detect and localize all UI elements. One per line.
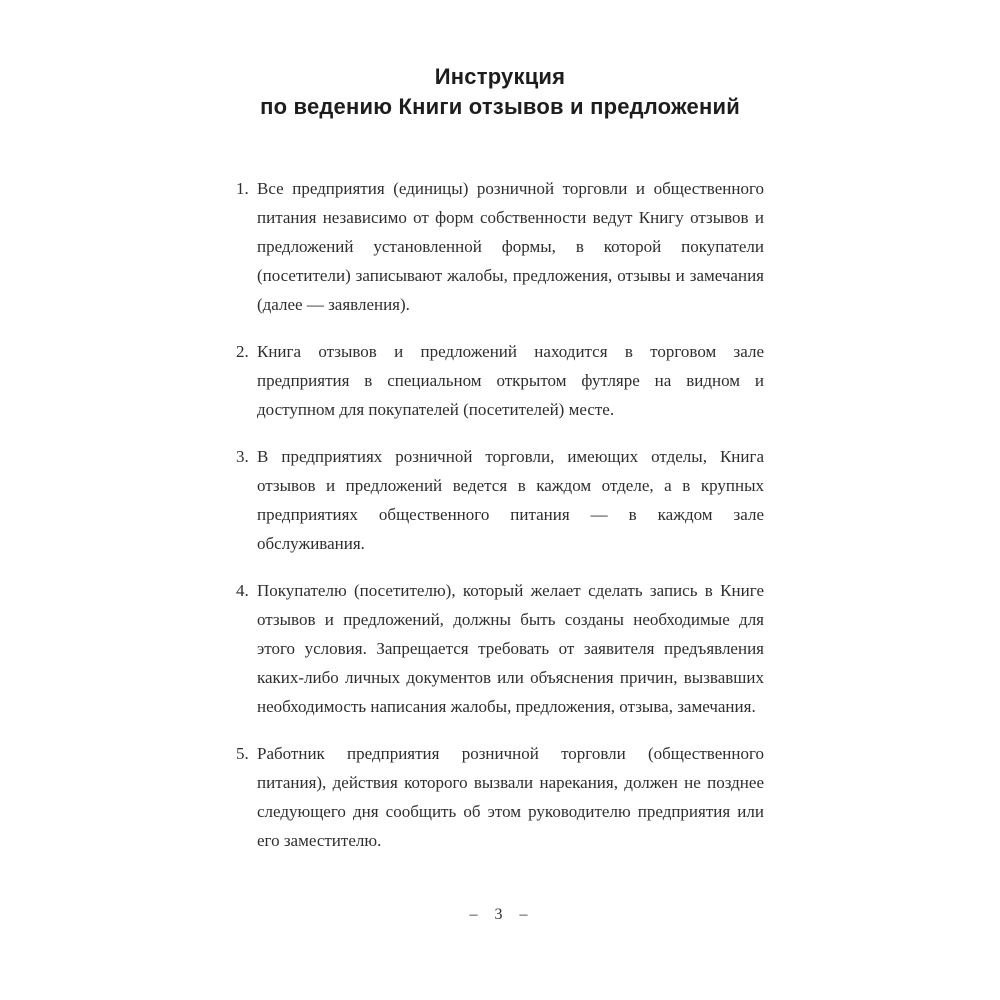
item-number: 1. (236, 179, 249, 198)
list-item (236, 576, 764, 721)
item-text: Работник предприятия розничной торговли (общественного питания), действия которого вызвали нарекания, должен не позднее следующего дня сообщить об этом руководителю предприятия или его заместителю. (257, 744, 764, 850)
item-text: Покупателю (посетителю), который желает сделать запись в Книге отзывов и предложений, должны быть созданы необходимые для этого условия. Запрещается требовать от заявителя предъявления каких-либо личных документов или объяснения причин, вызвавших необходимость написания жалобы, предложения, отзыва, замечания. (257, 581, 764, 716)
item-number: 2. (236, 342, 249, 361)
list-item (236, 174, 764, 319)
instruction-list (236, 174, 764, 855)
title-line-1: Инструкция (434, 64, 566, 89)
list-item (236, 337, 764, 424)
item-text: Книга отзывов и предложений находится в торговом зале предприятия в специальном открытом футляре на видном и доступном для покупателей (посетителей) месте. (257, 342, 764, 419)
page-title (0, 0, 1000, 122)
item-number: 3. (236, 447, 249, 466)
list-item (236, 739, 764, 855)
item-text: Все предприятия (единицы) розничной торговли и общественного питания независимо от форм собственности ведут Книгу отзывов и предложений установленной формы, в которой покупатели (посетители) записывают жалобы, предложения, отзывы и замечания (далее — заявления). (257, 179, 764, 314)
page-number: – 3 – (469, 906, 531, 923)
title-line-2: по ведению Книги отзывов и предложений (260, 94, 740, 119)
list-item (236, 442, 764, 558)
item-number: 4. (236, 581, 249, 600)
item-number: 5. (236, 744, 249, 763)
item-text: В предприятиях розничной торговли, имеющих отделы, Книга отзывов и предложений ведется в каждом отделе, а в крупных предприятиях общественного питания — в каждом зале обслуживания. (257, 447, 764, 553)
